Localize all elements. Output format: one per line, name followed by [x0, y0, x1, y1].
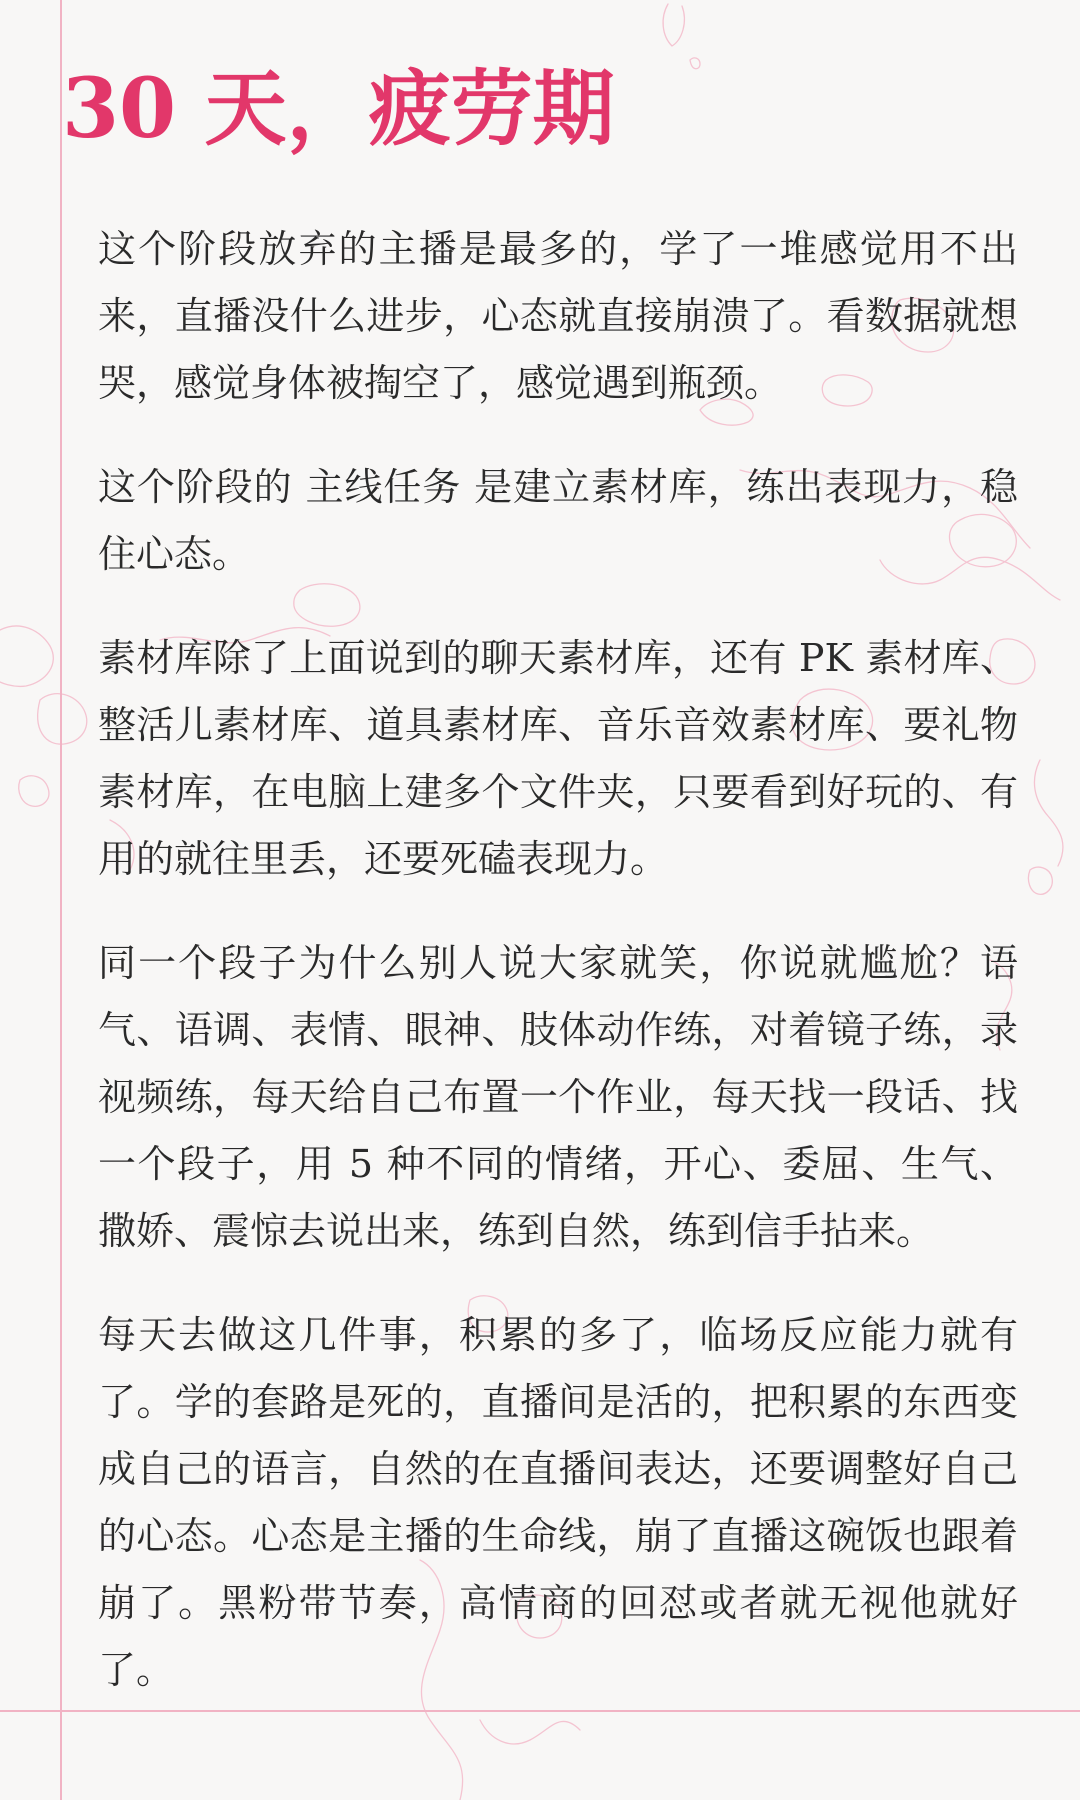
text-line: 素材库，在电脑上建多个文件夹，只要看到好玩的、有 [98, 770, 1018, 814]
contour-line [38, 694, 87, 745]
text-line: 来，直播没什么进步，心态就直接崩溃了。看数据就想 [98, 294, 1018, 338]
contour-line [19, 776, 49, 806]
margin-rule-vertical [60, 0, 62, 1800]
text-line: 的心态。心态是主播的生命线，崩了直播这碗饭也跟着 [98, 1514, 1018, 1558]
paragraph [98, 1302, 1018, 1704]
text-line: 视频练，每天给自己布置一个作业，每天找一段话、找 [98, 1075, 1018, 1119]
text-line: 崩了。黑粉带节奏，高情商的回怼或者就无视他就好 [98, 1581, 1018, 1625]
text-line: 用的就往里丢，还要死磕表现力。 [98, 837, 669, 881]
contour-line [0, 626, 53, 686]
contour-line [1034, 760, 1063, 866]
text-line: 撒娇、震惊去说出来，练到自然，练到信手拈来。 [98, 1209, 935, 1253]
text-line: 成自己的语言，自然的在直播间表达，还要调整好自己 [98, 1447, 1018, 1491]
contour-line [663, 4, 684, 46]
contour-line [690, 58, 700, 69]
text-line: 同一个段子为什么别人说大家就笑，你说就尴尬？语 [98, 941, 1018, 985]
paragraph [98, 454, 1018, 588]
text-line: 住心态。 [98, 532, 251, 576]
paragraph [98, 625, 1018, 893]
text-line: 这个阶段放弃的主播是最多的，学了一堆感觉用不出 [98, 227, 1018, 271]
paragraph [98, 930, 1018, 1265]
text-line: 气、语调、表情、眼神、肢体动作练，对着镜子练，录 [98, 1008, 1018, 1052]
text-line: 这个阶段的 主线任务 是建立素材库，练出表现力，稳 [98, 465, 1018, 509]
text-line: 哭，感觉身体被掏空了，感觉遇到瓶颈。 [98, 361, 783, 405]
text-line: 了。学的套路是死的，直播间是活的，把积累的东西变 [98, 1380, 1018, 1424]
paragraph [98, 216, 1018, 417]
page-title: 30 天，疲劳期 [62, 61, 615, 157]
text-line: 一个段子，用 5 种不同的情绪，开心、委屈、生气、 [98, 1142, 1018, 1186]
article-body [98, 216, 1018, 1741]
contour-line [1028, 867, 1052, 894]
text-line: 了。 [98, 1648, 175, 1692]
text-line: 素材库除了上面说到的聊天素材库，还有 PK 素材库、 [98, 636, 1018, 680]
text-line: 整活儿素材库、道具素材库、音乐音效素材库、要礼物 [98, 703, 1018, 747]
text-line: 每天去做这几件事，积累的多了，临场反应能力就有 [98, 1313, 1018, 1357]
